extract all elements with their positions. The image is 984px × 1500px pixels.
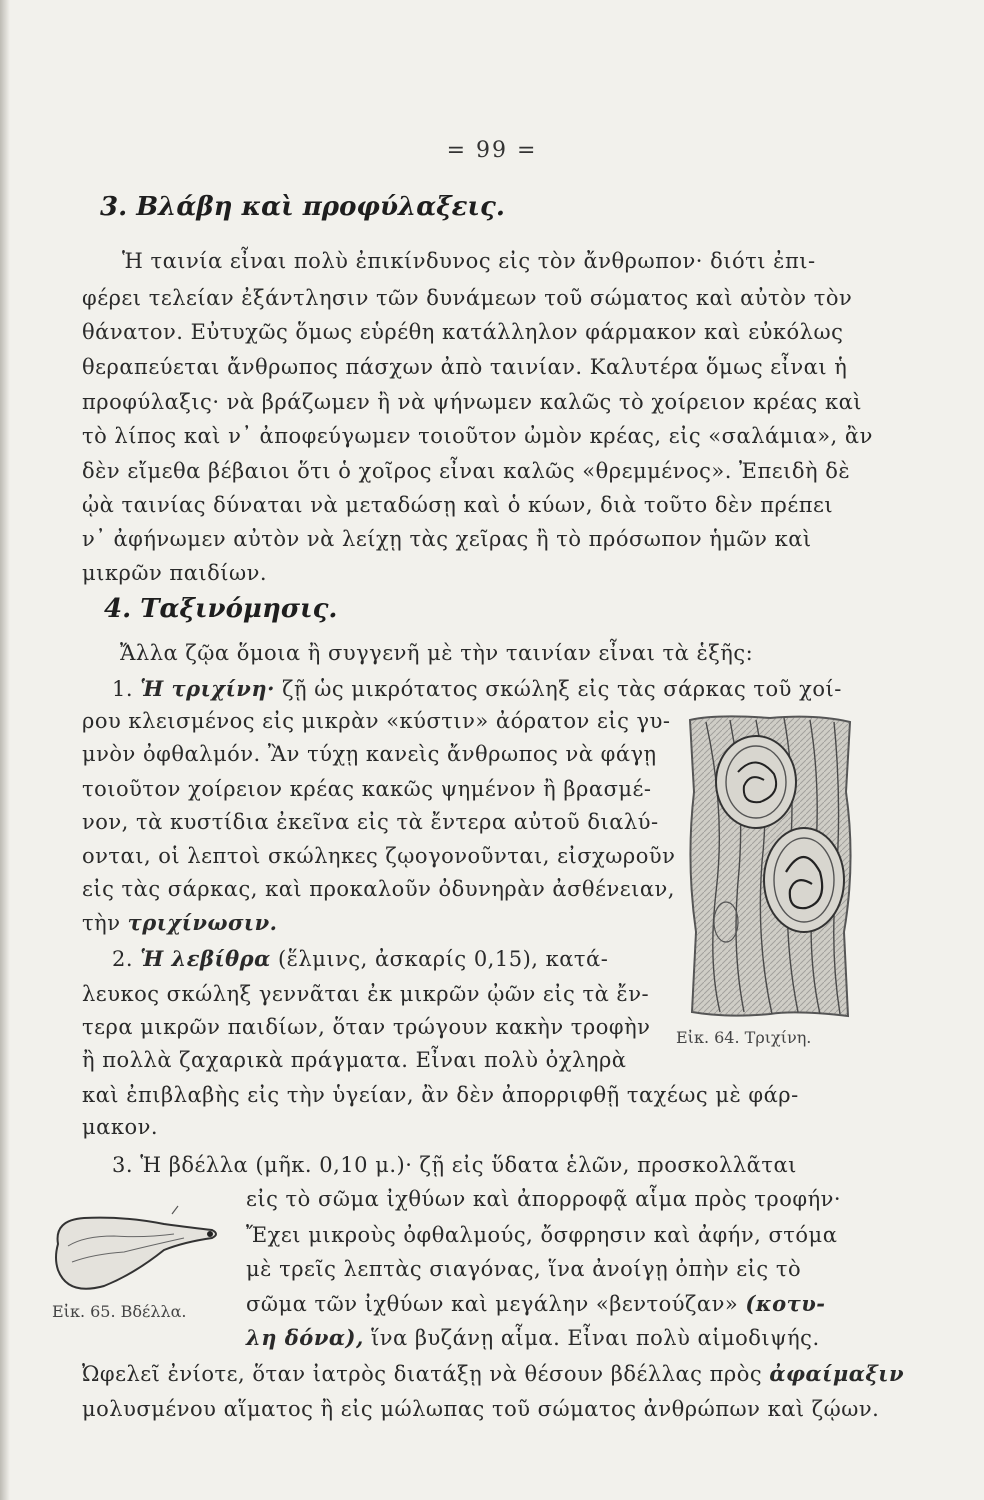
text-line: ονται, οἱ λεπτοὶ σκώληκες ζῳογονοῦνται, εἰσχωροῦν bbox=[82, 844, 676, 868]
fig-65-caption: Εἰκ. 65. Βδέλλα. bbox=[52, 1302, 187, 1321]
fig-64-caption: Εἰκ. 64. Τριχίνη. bbox=[676, 1028, 812, 1047]
item-3-last-line: μολυσμένου αἵματος ἢ εἰς μώλωπας τοῦ σώματος ἀνθρώπων καὶ ζῴων. bbox=[82, 1397, 880, 1421]
text-line: τὸ λίπος καὶ ν᾿ ἀποφεύγωμεν τοιοῦτον ὠμὸν κρέας, εἰς «σαλάμια», ἂν bbox=[82, 424, 873, 448]
item-2-line bbox=[112, 946, 608, 972]
item-3-penultimate-prefix: Ὠφελεῖ ἐνίοτε, ὅταν ἰατρὸς διατάξῃ νὰ θέσουν βδέλλας πρὸς bbox=[82, 1362, 763, 1386]
text-line: νον, τὰ κυστίδια ἐκεῖνα εἰς τὰ ἔντερα αὐτοῦ διαλύ- bbox=[82, 810, 659, 834]
text-line: θεραπεύεται ἄνθρωπος πάσχων ἀπὸ ταινίαν. Καλυτέρα ὅμως εἶναι ἡ bbox=[82, 355, 848, 379]
item-1-last-line bbox=[82, 910, 277, 936]
item-1-number: 1. bbox=[112, 677, 134, 701]
text-line: μὲ τρεῖς λεπτὰς σιαγόνας, ἵνα ἀνοίγῃ ὀπὴν εἰς τὸ bbox=[246, 1257, 802, 1281]
item-1-line bbox=[112, 676, 842, 702]
text-line: Ἔχει μικροὺς ὀφθαλμούς, ὄσφρησιν καὶ ἀφήν, στόμα bbox=[246, 1223, 838, 1247]
text-line: ἢ πολλὰ ζαχαρικὰ πράγματα. Εἶναι πολὺ ὀχληρὰ bbox=[82, 1048, 627, 1072]
section-3-heading: 3. Βλάβη καὶ προφύλαξεις. bbox=[100, 192, 505, 222]
text-line: λευκος σκώληξ γεννᾶται ἐκ μικρῶν ᾠῶν εἰς τὰ ἔν- bbox=[82, 982, 650, 1006]
leech-illustration bbox=[44, 1200, 224, 1300]
text-line: καὶ ἐπιβλαβὴς εἰς τὴν ὑγείαν, ἂν δὲν ἀπορριφθῇ ταχέως μὲ φάρ- bbox=[82, 1083, 799, 1107]
cyst-bottom bbox=[764, 828, 844, 932]
trichine-illustration bbox=[686, 712, 854, 1022]
term-levithra: Ἡ λεβίθρα bbox=[140, 946, 271, 971]
leech-figure bbox=[44, 1200, 224, 1304]
text-line: θάνατον. Εὐτυχῶς ὅμως εὑρέθη κατάλληλον φάρμακον καὶ εὐκόλως bbox=[82, 320, 844, 344]
text-line: προφύλαξις· νὰ βράζωμεν ἢ νὰ ψήνωμεν καλῶς τὸ χοίρειον κρέας καὶ bbox=[82, 390, 862, 414]
term-kotylidona-b: λη δόνα), bbox=[246, 1325, 364, 1350]
text-line: δὲν εἴμεθα βέβαιοι ὅτι ὁ χοῖρος εἶναι καλῶς «θρεμμένος». Ἐπειδὴ δὲ bbox=[82, 459, 851, 483]
text-line: εἰς τὸ σῶμα ἰχθύων καὶ ἀπορροφᾷ αἷμα πρὸς τροφήν· bbox=[246, 1187, 842, 1211]
term-afaimaxin: ἀφαίμαξιν bbox=[769, 1361, 905, 1386]
text-line: Ἡ ταινία εἶναι πολὺ ἐπικίνδυνος εἰς τὸν ἄνθρωπον· διότι ἐπι- bbox=[122, 249, 816, 273]
text-line: εἰς τὰς σάρκας, καὶ προκαλοῦν ὀδυνηρὰν ἀσθένειαν, bbox=[82, 877, 675, 901]
page-number: = 99 = bbox=[446, 138, 538, 163]
term-trichinosis: τριχίνωσιν. bbox=[127, 910, 278, 935]
item-3-line-with-term: σῶμα τῶν ἰχθύων καὶ μεγάλην «βεντούζαν» bbox=[246, 1292, 739, 1316]
text-line: τοιοῦτον χοίρειον κρέας κακῶς ψημένον ἢ βρασμέ- bbox=[82, 777, 652, 801]
text-line: μικρῶν παιδίων. bbox=[82, 561, 268, 585]
text-line: μακον. bbox=[82, 1115, 159, 1139]
page-edge bbox=[0, 0, 10, 1500]
text-line: ᾠὰ ταινίας δύναται νὰ μεταδώσῃ καὶ ὁ κύων, διὰ τοῦτο δὲν πρέπει bbox=[82, 493, 834, 517]
item-3-first-line: 3. Ἡ βδέλλα (μῆκ. 0,10 μ.)· ζῇ εἰς ὕδατα ἑλῶν, προσκολλᾶται bbox=[112, 1153, 797, 1177]
section-4-heading: 4. Ταξινόμησις. bbox=[104, 594, 338, 624]
text-line: φέρει τελείαν ἐξάντλησιν τῶν δυνάμεων τοῦ σώματος καὶ αὐτὸν τὸν bbox=[82, 286, 853, 310]
item-3-after-term: ἵνα βυζάνῃ αἷμα. Εἶναι πολὺ αἱμοδιψής. bbox=[370, 1326, 820, 1350]
item-2-number: 2. bbox=[112, 947, 134, 971]
text-line: ρου κλεισμένος εἰς μικρὰν «κύστιν» ἀόρατον εἰς γυ- bbox=[82, 709, 671, 733]
item-3-penultimate-line bbox=[82, 1361, 904, 1387]
item-3-after-term-line bbox=[246, 1325, 820, 1351]
item-3-term-line bbox=[246, 1291, 826, 1317]
item-2-first-line-rest: (ἕλμινς, ἀσκαρίς 0,15), κατά- bbox=[277, 947, 609, 971]
cyst-top bbox=[716, 736, 796, 828]
text-line: μνὸν ὀφθαλμόν. Ἂν τύχῃ κανεὶς ἄνθρωπος νὰ φάγῃ bbox=[82, 742, 657, 766]
text-line: ν᾿ ἀφήνωμεν αὐτὸν νὰ λείχῃ τὰς χεῖρας ἢ τὸ πρόσωπον ἡμῶν καὶ bbox=[82, 527, 812, 551]
item-1-last-prefix: τὴν bbox=[82, 911, 121, 935]
section-4-intro: Ἄλλα ζῷα ὅμοια ἢ συγγενῆ μὲ τὴν ταινίαν εἶναι τὰ ἑξῆς: bbox=[120, 641, 754, 665]
trichine-figure bbox=[686, 712, 854, 1026]
item-1-first-line-rest: ζῇ ὡς μικρότατος σκώληξ εἰς τὰς σάρκας τοῦ χοί- bbox=[282, 677, 842, 701]
term-kotylidona-a: (κοτυ- bbox=[745, 1291, 826, 1316]
term-trichine: Ἡ τριχίνη· bbox=[140, 676, 275, 701]
text-line: τερα μικρῶν παιδίων, ὅταν τρώγουν κακὴν τροφὴν bbox=[82, 1015, 651, 1039]
